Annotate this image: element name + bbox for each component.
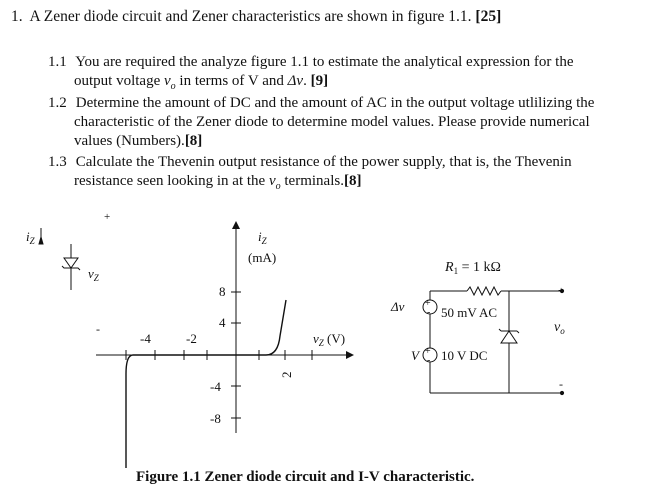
vz-minus-sign: - (96, 322, 100, 336)
y-tick-label: -4 (210, 379, 221, 394)
zener-symbol-group (26, 211, 110, 336)
resistor-label: $R_1 = 1$ kΩ (445, 260, 501, 276)
subquestion-text: Determine the amount of DC and the amount of AC in the output voltage utlilizing the (75, 95, 595, 111)
zener-diode-icon (64, 258, 78, 268)
subquestion-number: 1.2 (48, 95, 67, 111)
resistor-icon (467, 287, 501, 295)
output-voltage-subscript: o (170, 81, 176, 92)
zener-diode-circuit-icon (501, 331, 517, 343)
iz-symbol-label: $i_Z$ (26, 229, 35, 246)
x-tick-label: 2 (279, 371, 294, 378)
subquestion-marks: [8] (343, 173, 362, 189)
subquestion-text: values (Numbers). (74, 133, 185, 149)
ma-unit-label: (mA) (248, 250, 277, 265)
y-tick-label: 8 (219, 284, 226, 299)
ac-source-label: Δv (391, 299, 405, 314)
subquestion-text: Calculate the Thevenin output resistance of the power supply, that is, the Thevenin (75, 154, 572, 170)
dc-minus-sign: - (427, 355, 431, 366)
output-minus-sign: - (559, 377, 563, 391)
ac-minus-sign: - (427, 307, 431, 318)
subquestion-number: 1.1 (48, 54, 67, 70)
dc-source-value: 10 V DC (441, 348, 488, 363)
subquestion-text: resistance seen looking in at the (74, 173, 266, 189)
zener-circuit (423, 287, 564, 395)
question-number: 1. (11, 8, 23, 25)
output-voltage-symbol: v (268, 173, 276, 189)
ac-plus-sign: + (425, 298, 431, 309)
subquestion-text: output voltage (74, 73, 161, 89)
subquestion-text: terminals. (280, 173, 344, 189)
iz-axis-label: $i_Z$ (258, 229, 267, 246)
iz-arrow-icon (39, 237, 43, 244)
x-tick-label: -4 (140, 331, 151, 346)
vz-axis-label: $v_Z$ (V) (313, 331, 346, 348)
subquestion-marks: [9] (310, 73, 329, 89)
y-tick-label: 4 (219, 315, 226, 330)
iv-graph (96, 225, 350, 468)
x-tick-label: -2 (186, 331, 197, 346)
vz-plus-sign: + (104, 211, 111, 223)
subquestion-marks: [8] (184, 133, 203, 149)
output-plus-sign: + (558, 285, 565, 297)
output-voltage-symbol: v (164, 73, 171, 89)
dc-plus-sign: + (425, 346, 431, 357)
output-voltage-label: $v_o$ (554, 320, 565, 336)
figure-caption: Figure 1.1 Zener diode circuit and I-V characteristic. (136, 469, 475, 485)
dc-source-label: V (411, 348, 419, 363)
question-marks: [25] (475, 8, 502, 25)
subquestion-text: . (303, 73, 307, 89)
output-voltage-subscript: o (275, 181, 281, 192)
ac-source-value: 50 mV AC (441, 305, 498, 320)
subquestion-text: You are required the analyze figure 1.1 to estimate the analytical expression for the (75, 54, 574, 70)
vz-symbol-label: $v_Z$ (88, 266, 99, 283)
question-text: A Zener diode circuit and Zener characteristics are shown in figure 1.1. (29, 8, 472, 25)
subquestion-text: in terms of V and (175, 73, 288, 89)
subquestion-number: 1.3 (48, 154, 67, 170)
subquestion-text: characteristic of the Zener diode to determine model values. Please provide numerical (74, 114, 590, 130)
y-tick-label: -8 (210, 411, 221, 426)
delta-v-symbol: Δv (287, 73, 304, 89)
iv-curve (126, 300, 286, 468)
